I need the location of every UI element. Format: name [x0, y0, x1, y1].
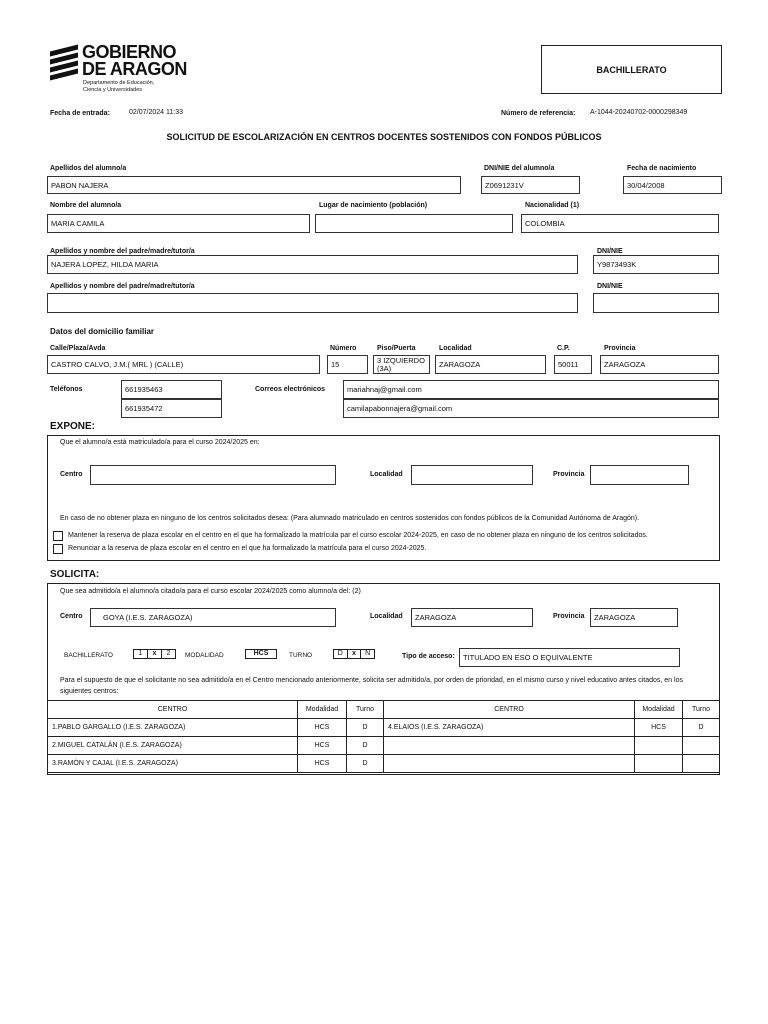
name-field[interactable]: MARIA CAMILA: [47, 214, 310, 233]
renounce-reservation-checkbox[interactable]: [53, 544, 63, 554]
expone-note: En caso de no obtener plaza en ninguno de los centros solicitados desea: (Para alumnado matriculado en centros sostenidos con fondos públicos de la Comunidad Autónoma de Aragón).: [60, 515, 640, 522]
header-turno: Turno: [347, 701, 384, 719]
guardian2-field[interactable]: [47, 293, 578, 313]
header-turno-2: Turno: [683, 701, 720, 719]
email2-field[interactable]: camilapabonnajera@gmail.com: [343, 399, 719, 418]
table-row: [48, 737, 720, 755]
keep-reservation-checkbox[interactable]: [53, 531, 63, 541]
expone-centro-field[interactable]: [90, 465, 336, 485]
guardian1-dni-field[interactable]: Y9873493K: [593, 255, 719, 274]
table-cell[interactable]: 1.PABLO GARGALLO (I.E.S. ZARAGOZA): [48, 719, 298, 737]
table-cell[interactable]: [683, 755, 720, 773]
turno-label: TURNO: [289, 652, 313, 659]
keep-reservation-label: Mantener la reserva de plaza escolar en el centro en el que ha formalizado la matrícula par el curso escolar 2024-2025, en caso de no obtener plaza en ninguno de los centros solicitados.: [68, 532, 648, 539]
expone-intro: Que el alumno/a está matriculado/a para el curso 2024/2025 en:: [60, 439, 260, 446]
table-cell[interactable]: D: [347, 737, 384, 755]
expone-title: EXPONE:: [50, 421, 96, 432]
guardian1-dni-label: DNI/NIE: [597, 248, 623, 255]
name-label: Nombre del alumno/a: [50, 202, 122, 209]
table-cell[interactable]: D: [347, 719, 384, 737]
street-field[interactable]: CASTRO CALVO, J.M.( MRL ) (CALLE): [47, 355, 320, 374]
table-cell[interactable]: [635, 755, 683, 773]
email1-field[interactable]: mariahnaj@gmail.com: [343, 380, 719, 399]
table-cell[interactable]: [635, 737, 683, 755]
birthdate-field[interactable]: 30/04/2008: [623, 176, 722, 194]
expone-frame: [47, 435, 720, 561]
table-cell[interactable]: [384, 755, 635, 773]
header-centro-2: CENTRO: [384, 701, 635, 719]
table-cell[interactable]: HCS: [298, 755, 347, 773]
logo-text: GOBIERNO DE ARAGON: [82, 42, 187, 79]
locality-field[interactable]: ZARAGOZA: [435, 355, 546, 374]
table-cell[interactable]: D: [347, 755, 384, 773]
solicita-intro: Que sea admitido/a el alumno/a citado/a para el curso escolar 2024/2025 como alumno/a del: (2): [60, 588, 361, 595]
number-field[interactable]: 15: [327, 355, 368, 374]
emails-label: Correos electrónicos: [255, 386, 326, 393]
priority-centers-table: [47, 700, 720, 773]
table-cell[interactable]: D: [683, 719, 720, 737]
nationality-label: Nacionalidad (1): [525, 202, 580, 209]
dni-label: DNI/NIE del alumno/a: [484, 165, 555, 172]
phones-label: Teléfonos: [50, 386, 83, 393]
phone2-field[interactable]: 661935472: [121, 399, 222, 418]
surname-field[interactable]: PABON NAJERA: [47, 176, 461, 194]
course-selector[interactable]: 1 x 2: [133, 649, 176, 659]
table-cell[interactable]: 4.ELAIOS (I.E.S. ZARAGOZA): [384, 719, 635, 737]
table-cell[interactable]: [683, 737, 720, 755]
solicita-centro-field[interactable]: GOYA (I.E.S. ZARAGOZA): [90, 608, 336, 627]
expone-centro-label: Centro: [60, 471, 83, 478]
guardian2-label: Apellidos y nombre del padre/madre/tutor/a: [50, 283, 195, 290]
entry-date-value: 02/07/2024 11:33: [129, 109, 183, 116]
entry-date-label: Fecha de entrada:: [50, 110, 110, 117]
header-modalidad-2: Modalidad: [635, 701, 683, 719]
solicita-localidad-field[interactable]: ZARAGOZA: [411, 608, 533, 627]
aragon-logo-icon: [50, 46, 80, 80]
solicita-title: SOLICITA:: [50, 569, 100, 580]
guardian1-label: Apellidos y nombre del padre/madre/tutor/a: [50, 248, 195, 255]
table-cell[interactable]: 3.RAMÓN Y CAJAL (I.E.S. ZARAGOZA): [48, 755, 298, 773]
phone1-field[interactable]: 661935463: [121, 380, 222, 399]
table-header-row: [48, 701, 720, 719]
turno-selector[interactable]: D x N: [333, 649, 375, 659]
floor-field[interactable]: 3 IZQUIERDO (3A): [373, 355, 430, 374]
address-section-title: Datos del domicilio familiar: [50, 327, 155, 336]
expone-provincia-label: Provincia: [553, 471, 585, 478]
guardian2-dni-label: DNI/NIE: [597, 283, 623, 290]
locality-label: Localidad: [439, 345, 472, 352]
modalidad-field[interactable]: HCS: [245, 649, 277, 659]
access-type-field[interactable]: TITULADO EN ESO O EQUIVALENTE: [459, 648, 680, 667]
street-label: Calle/Plaza/Avda: [50, 345, 106, 352]
dni-field[interactable]: Z0691231V: [481, 176, 580, 194]
table-cell[interactable]: HCS: [298, 737, 347, 755]
cp-label: C.P.: [557, 345, 570, 352]
expone-localidad-field[interactable]: [411, 465, 533, 485]
priority-note: Para el supuesto de que el solicitante no sea admitido/a en el Centro mencionado anteriormente, solicita ser admitido/a, por orden de prioridad, en el mismo curso y nivel educativo antes citados, en los siguientes centros:: [60, 677, 683, 695]
access-type-label: Tipo de acceso:: [402, 653, 455, 660]
number-label: Número: [330, 345, 357, 352]
reference-value: A-1044-20240702-0000298349: [590, 109, 688, 116]
province-field[interactable]: ZARAGOZA: [600, 355, 719, 374]
header-modalidad: Modalidad: [298, 701, 347, 719]
table-cell[interactable]: 2.MIGUEL CATALÁN (I.E.S. ZARAGOZA): [48, 737, 298, 755]
surname-label: Apellidos del alumno/a: [50, 165, 127, 172]
nationality-field[interactable]: COLOMBIA: [521, 214, 719, 233]
table-cell[interactable]: HCS: [298, 719, 347, 737]
table-cell[interactable]: [384, 737, 635, 755]
modalidad-label: MODALIDAD: [185, 652, 224, 659]
solicita-localidad-label: Localidad: [370, 613, 403, 620]
table-row: [48, 719, 720, 737]
solicita-centro-label: Centro: [60, 613, 83, 620]
reference-label: Número de referencia:: [501, 110, 576, 117]
stage-badge: BACHILLERATO: [541, 45, 722, 94]
birthplace-field[interactable]: [315, 214, 513, 233]
birthplace-label: Lugar de nacimiento (población): [319, 202, 428, 209]
guardian1-field[interactable]: NAJERA LOPEZ, HILDA MARIA: [47, 255, 578, 274]
table-row: [48, 755, 720, 773]
solicita-provincia-field[interactable]: ZARAGOZA: [590, 608, 678, 627]
solicita-provincia-label: Provincia: [553, 613, 585, 620]
expone-localidad-label: Localidad: [370, 471, 403, 478]
expone-provincia-field[interactable]: [590, 465, 689, 485]
page-title: SOLICITUD DE ESCOLARIZACIÓN EN CENTROS DOCENTES SOSTENIDOS CON FONDOS PÚBLICOS: [166, 132, 602, 142]
header-centro: CENTRO: [48, 701, 298, 719]
guardian2-dni-field[interactable]: [593, 293, 719, 313]
stage-label: BACHILLERATO: [64, 652, 113, 659]
cp-field[interactable]: 50011: [554, 355, 592, 374]
renounce-reservation-label: Renunciar a la reserva de plaza escolar en el centro en el que ha formalizado la matrícula para el curso 2024-2025.: [68, 545, 427, 552]
birthdate-label: Fecha de nacimiento: [627, 165, 697, 172]
logo-department: Departamento de Educación, Ciencia y Universidades: [83, 80, 155, 93]
province-label: Provincia: [604, 345, 636, 352]
table-cell[interactable]: HCS: [635, 719, 683, 737]
floor-label: Piso/Puerta: [377, 345, 416, 352]
